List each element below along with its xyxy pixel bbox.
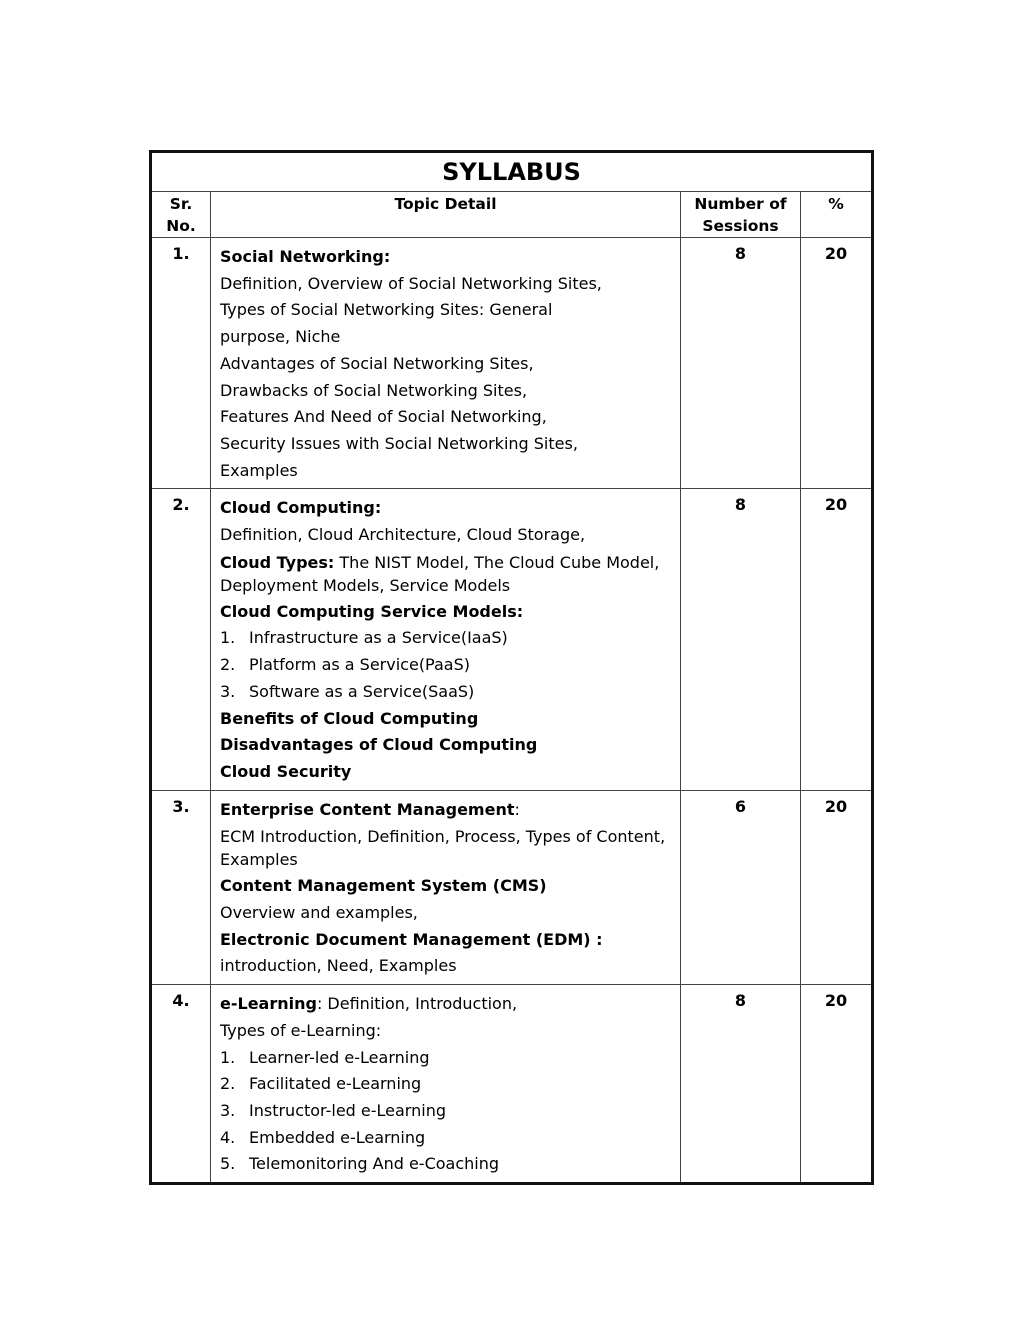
header-sessions-line2: Sessions: [702, 217, 779, 235]
header-sessions: [681, 192, 801, 238]
list-item: [220, 1125, 672, 1152]
row-topic-detail: [211, 489, 681, 790]
row-sessions: 8: [681, 489, 801, 790]
elearning-heading-line: [220, 991, 672, 1018]
syllabus-page: [149, 150, 871, 1185]
header-topic-detail: Topic Detail: [211, 192, 681, 238]
row-sessions: 8: [681, 985, 801, 1184]
list-number: 3.: [220, 681, 236, 701]
table-row: [151, 790, 873, 985]
list-text: Software as a Service(SaaS): [249, 681, 475, 701]
row-topic-detail: [211, 790, 681, 985]
cloud-types-line: [220, 551, 672, 574]
row-topic-detail: [211, 985, 681, 1184]
topic-line: Overview and examples,: [220, 903, 418, 923]
list-number: 4.: [220, 1127, 236, 1147]
topic-bold-line: Disadvantages of Cloud Computing: [220, 735, 538, 755]
table-row: [151, 238, 873, 489]
cloud-types-text: The NIST Model, The Cloud Cube Model,: [334, 552, 660, 572]
ecm-heading-line: [220, 797, 672, 824]
list-number: 1.: [220, 628, 236, 648]
topic-line: Examples: [220, 850, 298, 870]
edm-heading: Electronic Document Management (EDM) :: [220, 929, 603, 949]
row-percent: 20: [801, 985, 873, 1184]
topic-heading: Enterprise Content Management: [220, 799, 515, 819]
header-sr-line1: Sr.: [169, 195, 193, 213]
topic-heading: Social Networking:: [220, 247, 391, 266]
row-sessions: 6: [681, 790, 801, 985]
list-number: 3.: [220, 1100, 236, 1120]
topic-line: purpose, Niche: [220, 327, 341, 347]
list-number: 1.: [220, 1047, 236, 1067]
row-percent: 20: [801, 238, 873, 489]
topic-heading: Cloud Computing:: [220, 498, 382, 518]
list-item: [220, 1071, 672, 1098]
topic-line: Examples: [220, 460, 298, 480]
topic-line: Advantages of Social Networking Sites,: [220, 353, 534, 373]
row-percent: 20: [801, 489, 873, 790]
list-number: 2.: [220, 1074, 236, 1094]
topic-line: Drawbacks of Social Networking Sites,: [220, 380, 528, 400]
list-item: [220, 625, 672, 652]
list-number: 5.: [220, 1154, 236, 1174]
cms-heading: Content Management System (CMS): [220, 876, 547, 896]
row-topic-detail: [211, 238, 681, 489]
header-sr-no: [151, 192, 211, 238]
topic-line: Types of Social Networking Sites: General: [220, 300, 553, 320]
list-number: 2.: [220, 655, 236, 675]
table-row: [151, 489, 873, 790]
topic-line: Types of e-Learning:: [220, 1020, 382, 1040]
list-item: [220, 652, 672, 679]
topic-bold-line: Cloud Security: [220, 761, 352, 781]
table-row: [151, 985, 873, 1184]
topic-line: introduction, Need, Examples: [220, 956, 457, 976]
topic-line: Deployment Models, Service Models: [220, 575, 511, 595]
heading-suffix: :: [514, 799, 520, 819]
list-text: Learner-led e-Learning: [249, 1047, 430, 1067]
topic-bold-line: Benefits of Cloud Computing: [220, 708, 479, 728]
cloud-types-label: Cloud Types:: [220, 552, 335, 572]
list-text: Embedded e-Learning: [249, 1127, 426, 1147]
syllabus-table: [149, 150, 874, 1185]
topic-line: ECM Introduction, Definition, Process, Types of Content,: [220, 827, 666, 847]
list-text: Telemonitoring And e-Coaching: [249, 1154, 500, 1174]
list-text: Facilitated e-Learning: [249, 1074, 422, 1094]
row-sr-no: 4.: [151, 985, 211, 1184]
topic-line: Security Issues with Social Networking Sites,: [220, 433, 578, 453]
list-text: Platform as a Service(PaaS): [249, 655, 470, 675]
list-item: [220, 1151, 672, 1178]
topic-line: Definition, Overview of Social Networking Sites,: [220, 273, 602, 293]
table-title: SYLLABUS: [151, 152, 873, 192]
service-models-heading: Cloud Computing Service Models:: [220, 601, 524, 621]
header-row: [151, 192, 873, 238]
topic-line: Definition, Cloud Architecture, Cloud Storage,: [220, 525, 586, 545]
row-sr-no: 2.: [151, 489, 211, 790]
list-item: [220, 679, 672, 706]
list-item: [220, 1098, 672, 1125]
heading-suffix: : Definition, Introduction,: [316, 994, 518, 1014]
header-sr-line2: No.: [166, 217, 196, 235]
topic-heading: e-Learning: [220, 994, 317, 1014]
list-text: Instructor-led e-Learning: [249, 1100, 446, 1120]
row-sr-no: 1.: [151, 238, 211, 489]
list-item: [220, 1045, 672, 1072]
header-percent: %: [801, 192, 873, 238]
list-text: Infrastructure as a Service(IaaS): [249, 628, 508, 648]
row-percent: 20: [801, 790, 873, 985]
topic-line: Features And Need of Social Networking,: [220, 407, 547, 427]
header-sessions-line1: Number of: [694, 195, 787, 213]
row-sessions: 8: [681, 238, 801, 489]
row-sr-no: 3.: [151, 790, 211, 985]
